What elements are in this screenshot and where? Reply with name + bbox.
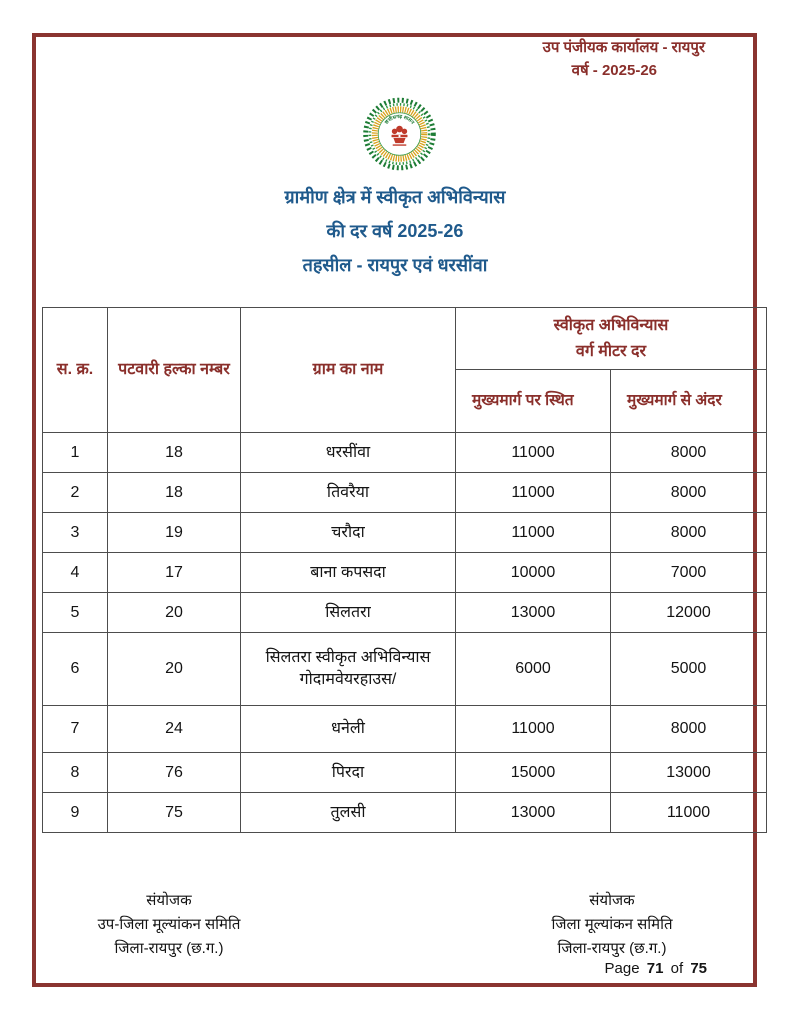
cell-serial: 2 [43,473,108,513]
table-row [43,433,767,473]
signature-block-left [64,889,274,961]
convener-label: संयोजक [146,892,192,909]
table-row [43,633,767,706]
cell-rate-on-highway: 13000 [456,793,611,833]
document-title [95,180,695,282]
title-line-3: तहसील - रायपुर एवं धरसींवा [302,255,488,275]
table-row [43,553,767,593]
cell-serial: 6 [43,633,108,706]
cell-serial: 4 [43,553,108,593]
year-line: वर्ष - 2025-26 [571,62,657,79]
cell-rate-on-highway: 13000 [456,593,611,633]
header-on-highway: मुख्यमार्ग पर स्थित [456,370,611,433]
cell-rate-off-highway: 5000 [611,633,767,706]
cell-serial: 5 [43,593,108,633]
cell-rate-on-highway: 11000 [456,706,611,753]
cell-rate-off-highway: 7000 [611,553,767,593]
cell-village: पिरदा [241,753,456,793]
page-number [602,960,707,977]
cell-halka: 18 [108,473,241,513]
cell-serial: 7 [43,706,108,753]
chhattisgarh-state-emblem-icon [356,96,443,172]
header-rate-group [456,308,767,370]
header-serial: स. क्र. [43,308,108,433]
cell-village: तिवरैया [241,473,456,513]
table-header-row [43,308,767,370]
page-total: 75 [690,960,707,977]
page-label: Page [604,960,640,977]
district-name: जिला-रायपुर (छ.ग.) [557,940,667,957]
table-row [43,593,767,633]
cell-rate-on-highway: 11000 [456,433,611,473]
committee-name: जिला मूल्यांकन समिति [551,916,673,933]
cell-rate-off-highway: 8000 [611,706,767,753]
header-rate-group-line1: स्वीकृत अभिविन्यास [553,316,669,334]
table-row [43,473,767,513]
cell-village: तुलसी [241,793,456,833]
cell-rate-off-highway: 8000 [611,433,767,473]
office-header-line: उप पंजीयक कार्यालय - रायपुर [542,39,705,56]
page-current: 71 [646,960,664,977]
cell-rate-off-highway: 12000 [611,593,767,633]
cell-halka: 20 [108,593,241,633]
cell-serial: 9 [43,793,108,833]
header-rate-group-line2: वर्ग मीटर दर [575,342,647,360]
title-line-2: की दर वर्ष 2025-26 [326,221,464,241]
page-of-label: of [670,960,684,977]
cell-serial: 3 [43,513,108,553]
committee-name: उप-जिला मूल्यांकन समिति [97,916,241,933]
cell-halka: 75 [108,793,241,833]
cell-serial: 1 [43,433,108,473]
cell-serial: 8 [43,753,108,793]
convener-label: संयोजक [589,892,635,909]
cell-rate-on-highway: 15000 [456,753,611,793]
office-header [543,36,705,82]
table-row [43,753,767,793]
cell-rate-off-highway: 13000 [611,753,767,793]
cell-village: चरौदा [241,513,456,553]
cell-halka: 19 [108,513,241,553]
cell-halka: 17 [108,553,241,593]
cell-village: धनेली [241,706,456,753]
table-row [43,793,767,833]
emblem-arc-text: छत्तीसगढ़ शासन [384,114,415,126]
rates-table [42,307,767,833]
cell-halka: 24 [108,706,241,753]
cell-village: सिलतरा [241,593,456,633]
cell-rate-off-highway: 8000 [611,513,767,553]
header-halka-number: पटवारी हल्का नम्बर [108,308,241,433]
header-off-highway: मुख्यमार्ग से अंदर [611,370,767,433]
table-row [43,513,767,553]
cell-rate-on-highway: 10000 [456,553,611,593]
district-name: जिला-रायपुर (छ.ग.) [114,940,224,957]
cell-rate-on-highway: 11000 [456,473,611,513]
cell-halka: 20 [108,633,241,706]
cell-village: बाना कपसदा [241,553,456,593]
cell-halka: 76 [108,753,241,793]
signature-block-right [507,889,717,961]
header-village-name: ग्राम का नाम [241,308,456,433]
table-row [43,706,767,753]
cell-rate-off-highway: 11000 [611,793,767,833]
cell-village: धरसींवा [241,433,456,473]
cell-village: सिलतरा स्वीकृत अभिविन्यास गोदामवेयरहाउस/ [241,633,456,706]
cell-halka: 18 [108,433,241,473]
cell-rate-off-highway: 8000 [611,473,767,513]
cell-rate-on-highway: 11000 [456,513,611,553]
title-line-1: ग्रामीण क्षेत्र में स्वीकृत अभिविन्यास [284,187,506,207]
cell-rate-on-highway: 6000 [456,633,611,706]
